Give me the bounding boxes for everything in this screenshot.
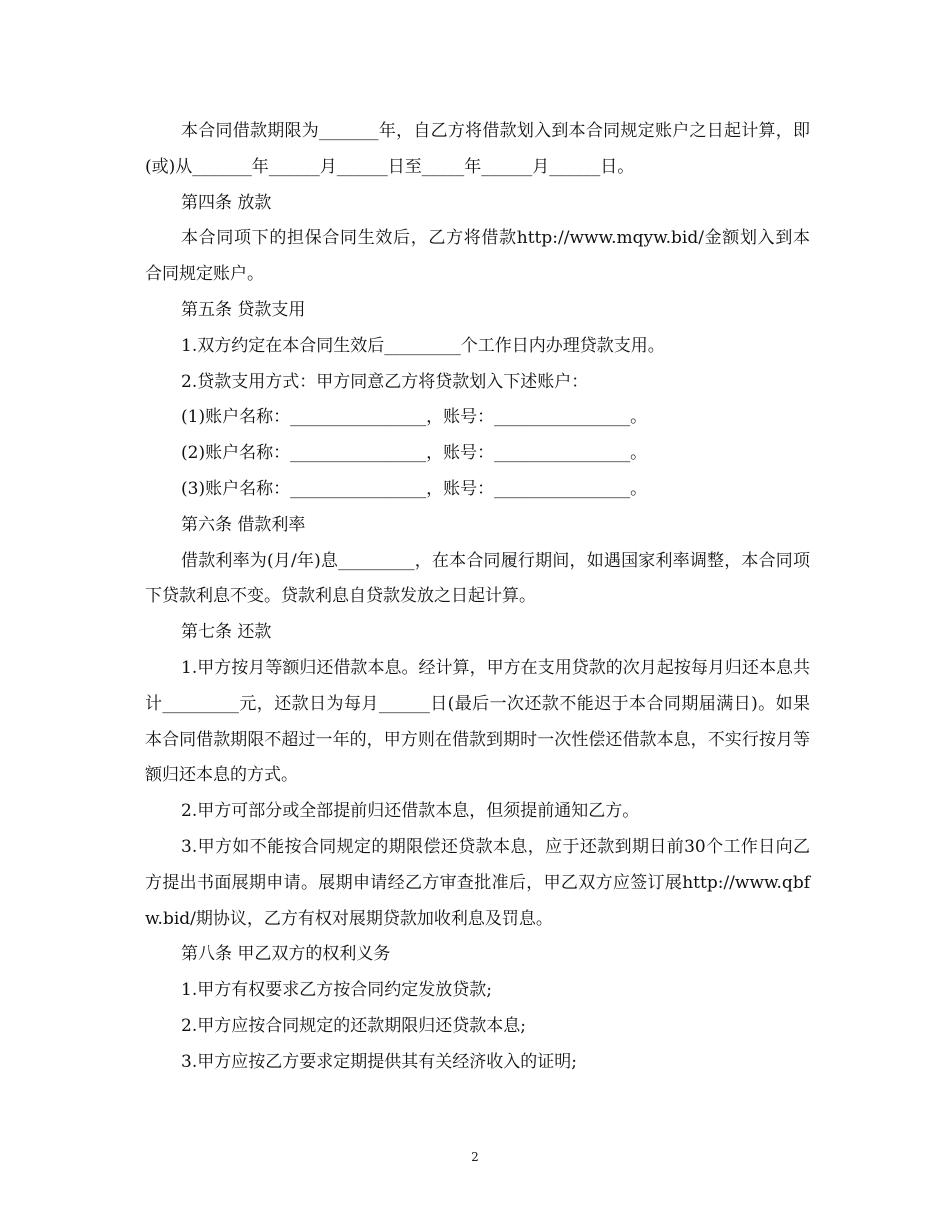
- heading-article-4: 第四条 放款: [181, 192, 272, 213]
- page-number: 2: [471, 1150, 479, 1164]
- paragraph-interest-rate: 借款利率为(月/年)息_________，在本合同履行期间，如遇国家利率调整，本合同项下贷款利息不变。贷款利息自贷款发放之日起计算。: [145, 550, 810, 607]
- paragraph-repayment-3: 3.甲方如不能按合同规定的期限偿还贷款本息，应于还款到期日前30个工作日向乙方提出书面展期申请。展期申请经乙方审查批准后，甲乙双方应签订展http://www.qbfw.bid/期协议，乙方有权对展期贷款加收利息及罚息。: [145, 836, 810, 929]
- heading-article-5: 第五条 贷款支用: [181, 299, 306, 320]
- paragraph-disbursement: 本合同项下的担保合同生效后，乙方将借款http://www.mqyw.bid/金额划入到本合同规定账户。: [145, 228, 810, 285]
- paragraph-account-2: (2)账户名称：________________，账号：________________。: [181, 443, 648, 464]
- heading-article-7: 第七条 还款: [181, 622, 272, 643]
- paragraph-drawdown-2: 2.贷款支用方式：甲方同意乙方将贷款划入下述账户：: [181, 371, 589, 392]
- document-body: [145, 114, 810, 1081]
- paragraph-repayment-1: 1.甲方按月等额归还借款本息。经计算，甲方在支用贷款的次月起按每月归还本息共计_________元，还款日为每月______日(最后一次还款不能迟于本合同期届满日)。如果本合同借款期限不超过一年的，甲方则在借款到期时一次性偿还借款本息，不实行按月等额归还本息的方式。: [145, 657, 810, 786]
- heading-article-6: 第六条 借款利率: [181, 514, 306, 535]
- paragraph-rights-2: 2.甲方应按合同规定的还款期限归还贷款本息;: [181, 1015, 526, 1036]
- paragraph-rights-3: 3.甲方应按乙方要求定期提供其有关经济收入的证明;: [181, 1051, 577, 1072]
- paragraph-loan-term: 本合同借款期限为_______年，自乙方将借款划入到本合同规定账户之日起计算，即(或)从_______年______月______日至_____年______月______日。: [145, 121, 810, 177]
- paragraph-account-1: (1)账户名称：________________，账号：________________。: [181, 407, 648, 428]
- paragraph-repayment-2: 2.甲方可部分或全部提前归还借款本息，但须提前通知乙方。: [181, 801, 640, 822]
- paragraph-drawdown-1: 1.双方约定在本合同生效后_________个工作日内办理贷款支用。: [181, 335, 665, 356]
- heading-article-8: 第八条 甲乙双方的权利义务: [181, 944, 391, 965]
- paragraph-account-3: (3)账户名称：________________，账号：________________。: [181, 478, 648, 499]
- paragraph-rights-1: 1.甲方有权要求乙方按合同约定发放贷款;: [181, 980, 492, 1001]
